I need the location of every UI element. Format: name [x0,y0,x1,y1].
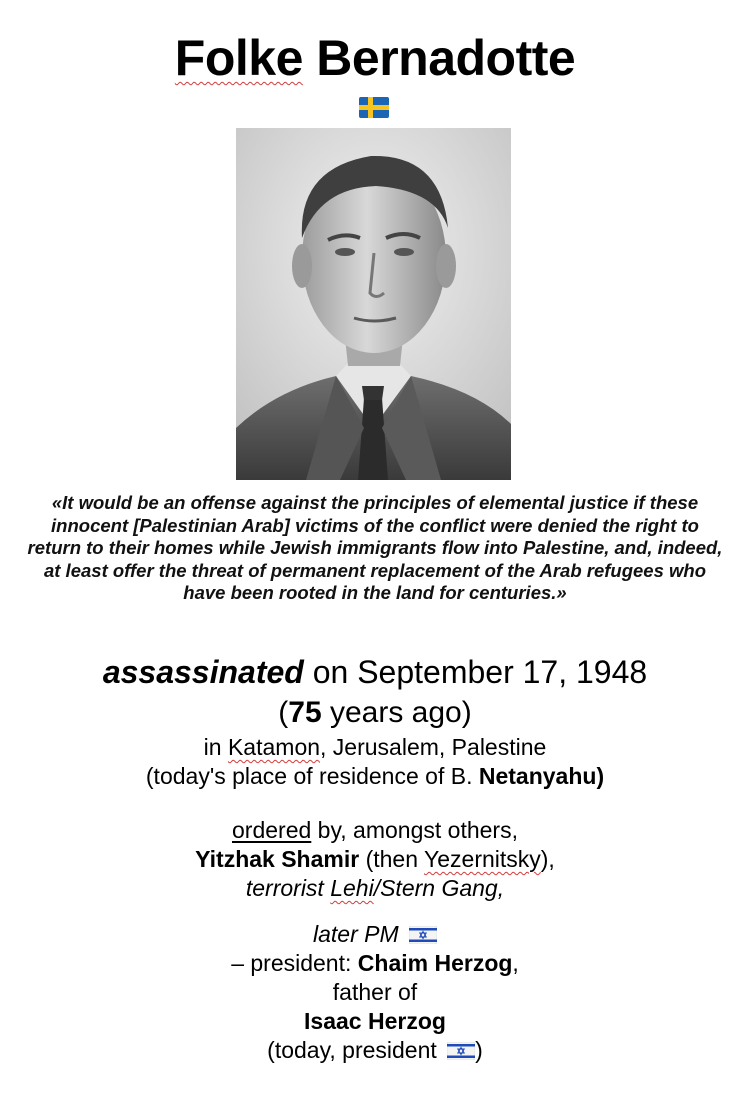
ordered-word: ordered [232,817,312,843]
sweden-flag-icon [359,97,389,118]
isaac-herzog: Isaac Herzog [304,1008,446,1034]
location-block [0,733,750,791]
yezernitsky-name: Yezernitsky [424,846,541,872]
location-line [0,733,750,762]
years-open: ( [278,696,289,729]
today-close: ) [475,1037,483,1063]
stern-gang: /Stern Gang, [373,875,505,901]
residence-line [0,762,750,791]
portrait-photo [236,128,511,480]
assassination-line [0,652,750,692]
shamir-line [0,845,750,874]
terrorist-line [0,874,750,903]
president-line [0,949,750,978]
today-line [0,1036,750,1065]
later-block [0,920,750,1065]
years-number: 75 [288,696,322,729]
terrorist-word: terrorist [245,875,331,901]
ordered-line [0,816,750,845]
title-last-name: Bernadotte [316,30,576,86]
quote-text: «It would be an offense against the principles of elemental justice if these innocent [Palestinian Arab] victims of the conflict were denied the right to return to their homes while Jewish immigrants flow into Palestine, and, indeed, at least offer the threat of permanent replacement of the Arab refugees who have been rooted in the land for centuries.» [27,492,723,604]
ordered-by: by, amongst others, [311,817,518,843]
title-first-name: Folke [174,30,303,86]
president-comma: , [512,950,519,976]
place-prefix: in [203,734,228,760]
assassinated-word: assassinated [102,654,304,690]
israel-flag-icon [447,1042,475,1060]
later-pm-text: later PM [312,921,399,947]
father-line: father of [332,979,418,1005]
then-open: (then [359,846,424,872]
shamir-name: Yitzhak Shamir [195,846,360,872]
years-text: years ago) [321,696,472,729]
page-title [0,28,750,88]
years-ago-line [0,694,750,732]
chaim-herzog: Chaim Herzog [357,950,513,976]
president-prefix: – president: [231,950,358,976]
today-text: (today, president [267,1037,437,1063]
ordered-block [0,816,750,903]
israel-flag-icon [409,926,437,944]
residence-prefix: (today's place of residence of B. [145,763,479,789]
residence-name: Netanyahu) [478,763,605,789]
later-pm-line [0,920,750,949]
place-katamon: Katamon [227,734,321,760]
lehi-name: Lehi [330,875,374,901]
assassination-date: on September 17, 1948 [303,654,648,690]
place-rest: , Jerusalem, Palestine [320,734,547,760]
then-close: ), [540,846,555,872]
